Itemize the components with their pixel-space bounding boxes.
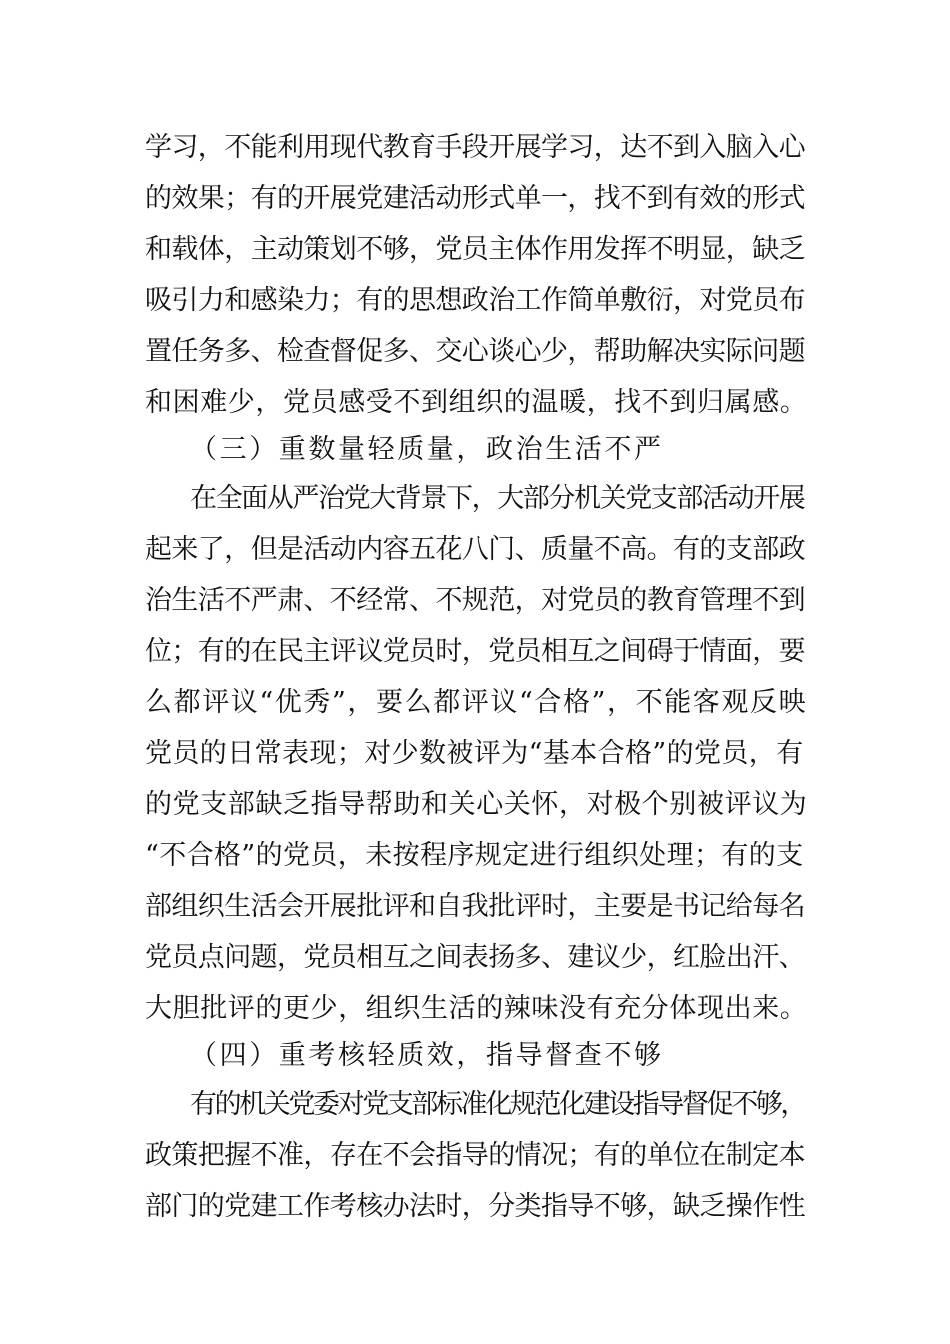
text-line-8: 在全面从严治党大背景下，大部分机关党支部活动开展 (190, 483, 805, 514)
text-line-11: 位；有的在民主评议党员时，党员相互之间碍于情面，要 (145, 636, 805, 667)
text-line-1: 学习，不能利用现代教育手段开展学习，达不到入脑入心 (145, 132, 805, 163)
text-line-16: 部组织生活会开展批评和自我批评时，主要是书记给每名 (145, 891, 805, 922)
section-heading-4: （四）重考核轻质效，指导督查不够 (190, 1040, 664, 1071)
text-line-6: 和困难少，党员感受不到组织的温暖，找不到归属感。 (145, 387, 808, 418)
text-line-14: 的党支部缺乏指导帮助和关心关怀，对极个别被评议为 (145, 789, 808, 820)
text-line-13: 党员的日常表现；对少数被评为“基本合格”的党员，有 (145, 738, 804, 769)
text-line-18: 大胆批评的更少，组织生活的辣味没有充分体现出来。 (145, 993, 808, 1024)
text-line-2: 的效果；有的开展党建活动形式单一，找不到有效的形式 (145, 183, 805, 214)
text-line-5: 置任务多、检查督促多、交心谈心少，帮助解决实际问题 (145, 336, 805, 367)
text-line-3: 和载体，主动策划不够，党员主体作用发挥不明显，缺乏 (145, 234, 805, 265)
text-line-17: 党员点问题，党员相互之间表扬多、建议少，红脸出汗、 (145, 942, 805, 973)
text-line-4: 吸引力和感染力；有的思想政治工作简单敷衍，对党员布 (145, 285, 805, 316)
text-line-9: 起来了，但是活动内容五花八门、质量不高。有的支部政 (145, 534, 805, 565)
text-line-15: “不合格”的党员，未按程序规定进行组织处理；有的支 (145, 840, 804, 871)
section-heading-3: （三）重数量轻质量，政治生活不严 (190, 434, 664, 465)
text-line-22: 部门的党建工作考核办法时，分类指导不够，缺乏操作性 (145, 1191, 805, 1222)
text-line-20: 有的机关党委对党支部标准化规范化建设指导督促不够， (190, 1089, 805, 1120)
text-line-10: 治生活不严肃、不经常、不规范，对党员的教育管理不到 (145, 585, 805, 616)
text-line-21: 政策把握不准，存在不会指导的情况；有的单位在制定本 (145, 1140, 805, 1171)
text-line-12: 么都评议“优秀”，要么都评议“合格”，不能客观反映 (145, 687, 808, 718)
